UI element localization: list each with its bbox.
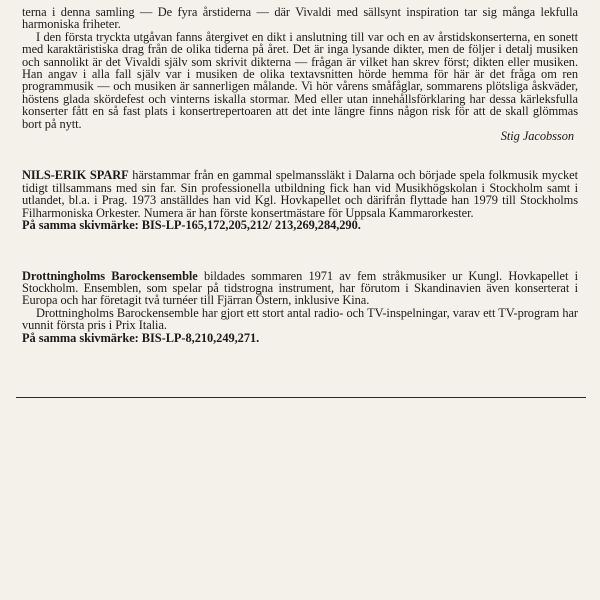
essay-signature: Stig Jacobsson bbox=[500, 129, 574, 144]
ensemble-bio-first: bildades sommaren 1971 av fem stråkmusiker ur Kungl. Hovkapellet i Stockholm. Ensemblen, som spelar på tidstrogna instrument, har förutom i Skandinavien även konserterat i Europa och har företagit två turnéer till Fjärran Östern, inklusive Kina. bbox=[22, 268, 578, 308]
ensemble-name: Drottningholms Barockensemble bbox=[22, 268, 198, 283]
ensemble-bio-paragraph bbox=[22, 270, 578, 307]
ensemble-section bbox=[22, 270, 578, 344]
section-divider bbox=[16, 397, 586, 398]
ensemble-bio-second: Drottningholms Barockensemble har gjort ett stort antal radio- och TV-inspelningar, varav ett TV-program har vunnit första pris i Prix Italia. bbox=[22, 305, 578, 333]
soloist-bio: härstammar från en gammal spelmanssläkt i Dalarna och började spela folkmusik mycket tidigt tillsammans med sin far. Sin professionella utbildning fick han vid Musikhögskolan i Stockholm samt i utlandet, bl.a. i Prag. 1973 anställdes han vid Kgl. Hovkapellet och därifrån flyttade han 1979 till Stockholms Filharmoniska Orkester. Numera är han förste konsertmästare för Uppsala Kammarorkester. bbox=[22, 168, 579, 220]
essay-paragraph-intro: terna i denna samling — De fyra årstiderna — där Vivaldi med sällsynt inspiration tar sig många lekfulla harmoniska friheter. bbox=[22, 5, 578, 32]
soloist-name: NILS-ERIK SPARF bbox=[22, 168, 129, 183]
soloist-catalog: På samma skivmärke: BIS-LP-165,172,205,212/ 213,269,284,290. bbox=[22, 218, 361, 233]
essay-section bbox=[22, 6, 578, 142]
soloist-bio-paragraph bbox=[22, 169, 578, 219]
essay-paragraph-main: I den första tryckta utgåvan fanns återgivet en dikt i anslutning till var och en av årstidskonserterna, en sonett med karaktäristiska drag från de olika tiderna på året. Det är inga lysande dikter, men de följer i detalj musiken och sannolikt är det Vivaldi själv som skrivit dikterna — frågan är vilket han skrev först; dikten eller musiken. Han angav i alla fall själv var i musiken de olika textavsnitten hörde hemma för här är det fråga om ren programmusik — och musiken är sannerligen målande. Vi hör vårens småfåglar, sommarens plötsliga åskväder, höstens glada skördefest och vinterns iskalla stormar. Med eller utan innehållsförklaring har dessa kärleksfulla konserter fått en så fast plats i konsertrepertoaren att det inte längre finns någon risk för att de skall glömmas bort på nytt. bbox=[22, 29, 578, 131]
ensemble-catalog: På samma skivmärke: BIS-LP-8,210,249,271. bbox=[22, 330, 260, 345]
soloist-section bbox=[22, 169, 578, 231]
